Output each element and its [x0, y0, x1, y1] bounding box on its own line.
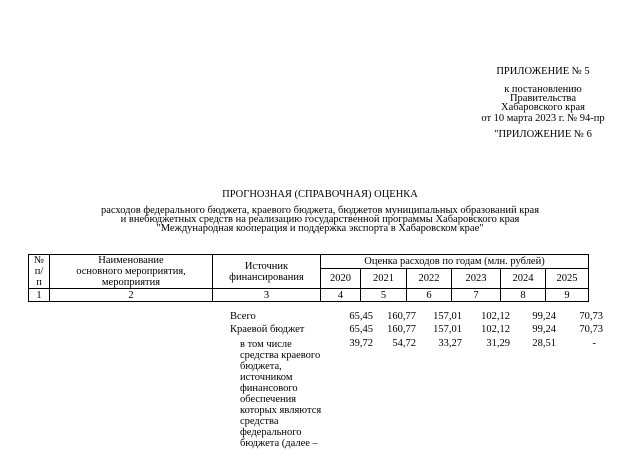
header-year: 2022	[407, 269, 452, 289]
row-value: 160,77	[387, 311, 416, 322]
document-subtitle-line: расходов федерального бюджета, краевого бюджета, бюджетов муниципальных образований края	[100, 205, 540, 216]
row-value: 54,72	[392, 338, 416, 349]
appendix-previous: "ПРИЛОЖЕНИЕ № 6	[494, 129, 592, 140]
col-number: 9	[546, 289, 589, 302]
row-value: 102,12	[481, 311, 510, 322]
header-source: Источник финансирования	[213, 255, 321, 289]
appendix-date: от 10 марта 2023 г. № 94-пр	[481, 113, 605, 124]
row-value: 99,24	[532, 311, 556, 322]
appendix-ref-line: Правительства	[509, 93, 577, 104]
header-year: 2023	[452, 269, 501, 289]
row-label-total: Всего	[230, 311, 256, 322]
row-value: 28,51	[532, 338, 556, 349]
header-num: № п/п	[29, 255, 50, 289]
col-number: 4	[321, 289, 361, 302]
header-year: 2025	[546, 269, 589, 289]
row-label-federal-part: в том числе средства краевого бюджета, источником финансового обеспечения которых являются средства федерального бюджета (далее –	[240, 339, 322, 449]
row-value: 102,12	[481, 324, 510, 335]
col-number: 8	[501, 289, 546, 302]
header-year: 2021	[361, 269, 407, 289]
row-value: 157,01	[433, 311, 462, 322]
col-number: 7	[452, 289, 501, 302]
col-number: 1	[29, 289, 50, 302]
row-value: 99,24	[532, 324, 556, 335]
row-value: 157,01	[433, 324, 462, 335]
row-label-regional: Краевой бюджет	[230, 324, 305, 335]
row-value: 65,45	[349, 324, 373, 335]
col-number: 2	[50, 289, 213, 302]
row-value: 65,45	[349, 311, 373, 322]
document-subtitle-line: "Международная кооперация и поддержка экспорта в Хабаровском крае"	[156, 223, 484, 234]
header-year: 2024	[501, 269, 546, 289]
row-value: -	[592, 338, 596, 349]
document-heading: ПРОГНОЗНАЯ (СПРАВОЧНАЯ) ОЦЕНКА	[222, 189, 418, 200]
row-value: 70,73	[579, 311, 603, 322]
row-value: 160,77	[387, 324, 416, 335]
header-year: 2020	[321, 269, 361, 289]
row-value: 31,29	[486, 338, 510, 349]
header-name: Наименование основного мероприятия, мероприятия	[50, 255, 213, 289]
row-value: 70,73	[579, 324, 603, 335]
col-number: 3	[213, 289, 321, 302]
row-value: 33,27	[438, 338, 462, 349]
col-number: 6	[407, 289, 452, 302]
estimate-table	[28, 254, 589, 302]
appendix-number: ПРИЛОЖЕНИЕ № 5	[496, 66, 590, 77]
col-number: 5	[361, 289, 407, 302]
appendix-ref-line: Хабаровского края	[501, 102, 585, 113]
header-estimate: Оценка расходов по годам (млн. рублей)	[321, 255, 589, 269]
appendix-ref-line: к постановлению	[504, 84, 582, 95]
row-value: 39,72	[349, 338, 373, 349]
document-subtitle-line: и внебюджетных средств на реализацию государственной программы Хабаровского края	[120, 214, 520, 225]
